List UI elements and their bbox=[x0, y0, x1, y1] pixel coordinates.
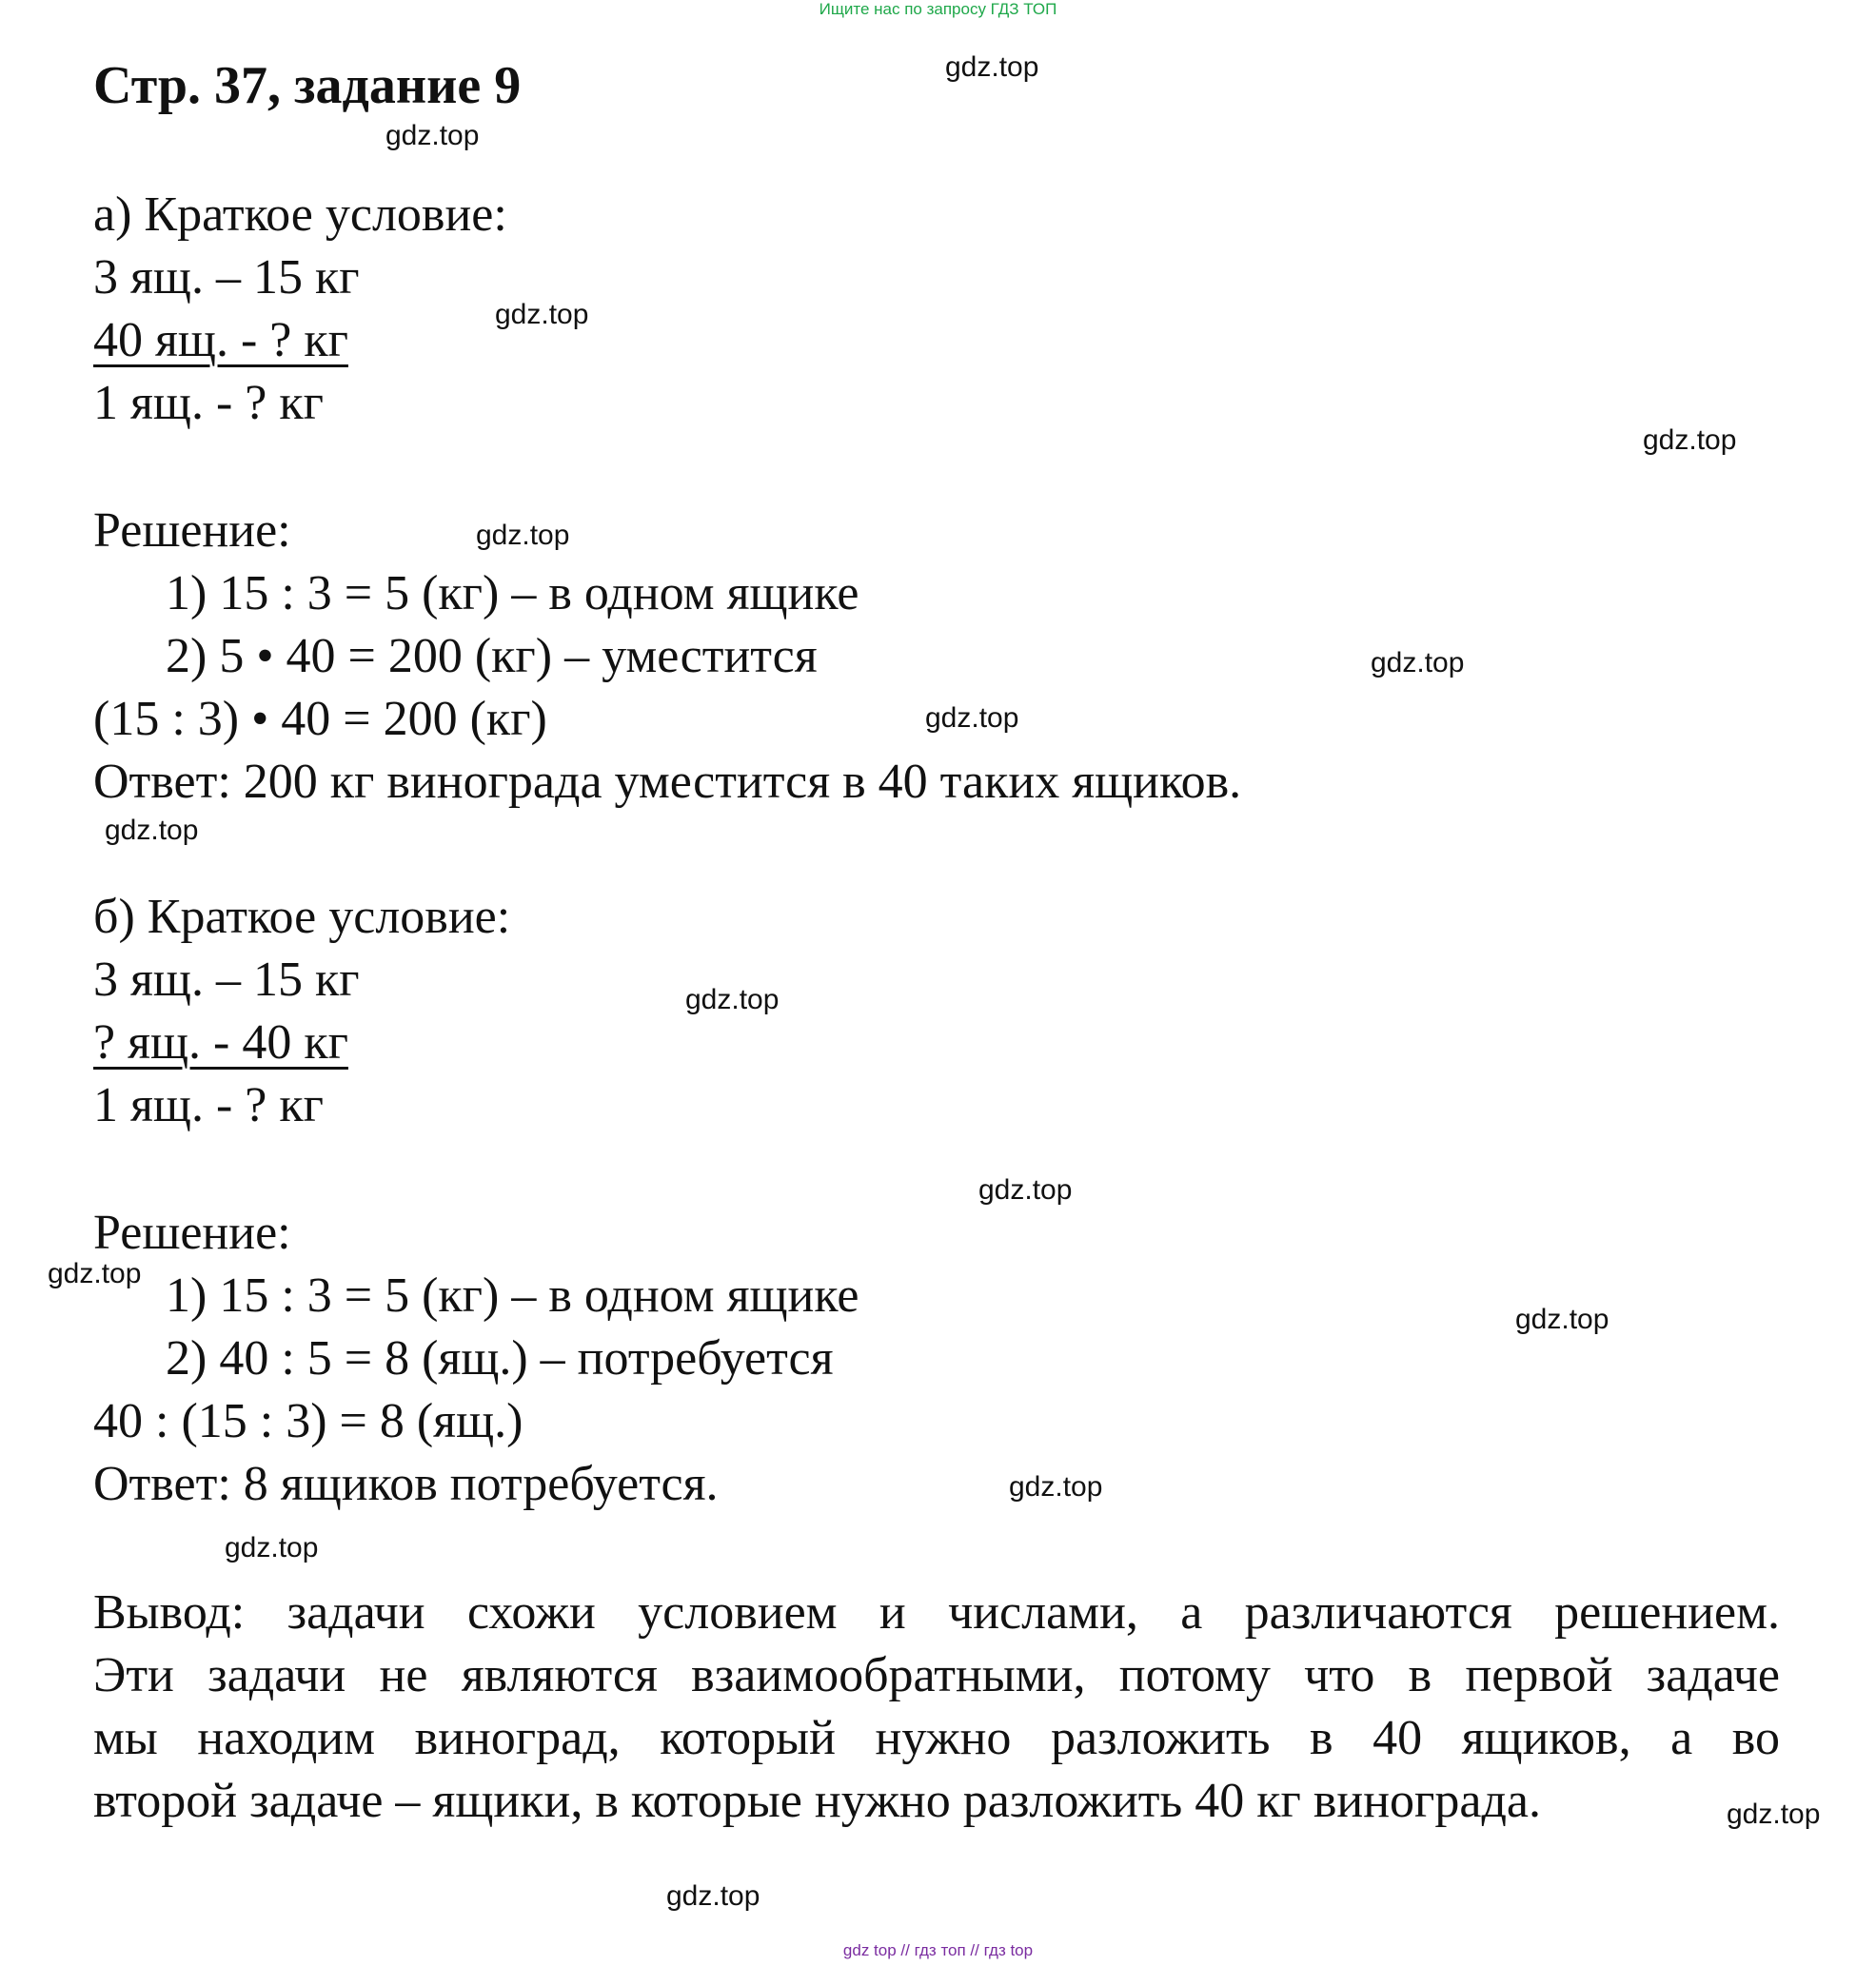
bottom-banner: gdz top // гдз топ // гдз top bbox=[842, 1941, 1034, 1959]
watermark: gdz.top bbox=[1371, 647, 1465, 678]
part-a-condition-1: 3 ящ. – 15 кг bbox=[93, 250, 360, 305]
part-a-step-2: 2) 5 • 40 = 200 (кг) – уместится bbox=[166, 629, 818, 683]
top-banner: Ищите нас по запросу ГДЗ ТОП bbox=[819, 0, 1057, 18]
watermark: gdz.top bbox=[495, 299, 589, 330]
part-a-heading: а) Краткое условие: bbox=[93, 187, 507, 242]
conclusion-line-4: второй задаче – ящики, в которые нужно разложить 40 кг винограда. bbox=[93, 1774, 1541, 1828]
watermark: gdz.top bbox=[48, 1258, 142, 1289]
part-a-condition-3: 1 ящ. - ? кг bbox=[93, 376, 324, 430]
watermark: gdz.top bbox=[105, 815, 199, 846]
part-b-step-1: 1) 15 : 3 = 5 (кг) – в одном ящике bbox=[166, 1268, 859, 1323]
watermark: gdz.top bbox=[225, 1532, 319, 1563]
watermark: gdz.top bbox=[685, 984, 780, 1015]
part-b-answer: Ответ: 8 ящиков потребуется. bbox=[93, 1457, 719, 1511]
watermark: gdz.top bbox=[1727, 1799, 1821, 1830]
part-b-condition-3: 1 ящ. - ? кг bbox=[93, 1078, 324, 1132]
conclusion bbox=[93, 1582, 1780, 1833]
part-a-step-1: 1) 15 : 3 = 5 (кг) – в одном ящике bbox=[166, 566, 859, 620]
watermark: gdz.top bbox=[945, 51, 1039, 83]
part-a-condition-2: 40 ящ. - ? кг bbox=[93, 313, 348, 367]
part-b-solution-label: Решение: bbox=[93, 1206, 291, 1260]
watermark: gdz.top bbox=[1009, 1471, 1103, 1503]
part-a-solution-label: Решение: bbox=[93, 503, 291, 558]
part-b-condition-2: ? ящ. - 40 кг bbox=[93, 1015, 348, 1070]
part-a-expression: (15 : 3) • 40 = 200 (кг) bbox=[93, 692, 547, 746]
conclusion-line-2: Эти задачи не являются взаимообратными, потому что в первой задаче bbox=[93, 1648, 1780, 1702]
page-title: Стр. 37, задание 9 bbox=[93, 56, 522, 115]
watermark: gdz.top bbox=[476, 520, 570, 551]
watermark: gdz.top bbox=[925, 702, 1019, 734]
part-b-condition-1: 3 ящ. – 15 кг bbox=[93, 953, 360, 1007]
watermark: gdz.top bbox=[978, 1174, 1073, 1206]
part-b-step-2: 2) 40 : 5 = 8 (ящ.) – потребуется bbox=[166, 1331, 834, 1386]
part-b-heading: б) Краткое условие: bbox=[93, 890, 511, 944]
watermark: gdz.top bbox=[666, 1880, 760, 1912]
conclusion-line-1: Вывод: задачи схожи условием и числами, а различаются решением. bbox=[93, 1585, 1780, 1640]
part-a-answer: Ответ: 200 кг винограда уместится в 40 таких ящиков. bbox=[93, 755, 1242, 809]
part-b-expression: 40 : (15 : 3) = 8 (ящ.) bbox=[93, 1394, 523, 1448]
watermark: gdz.top bbox=[1515, 1304, 1609, 1335]
watermark: gdz.top bbox=[385, 120, 480, 151]
watermark: gdz.top bbox=[1643, 424, 1737, 456]
conclusion-line-3: мы находим виноград, который нужно разложить в 40 ящиков, а во bbox=[93, 1711, 1780, 1765]
